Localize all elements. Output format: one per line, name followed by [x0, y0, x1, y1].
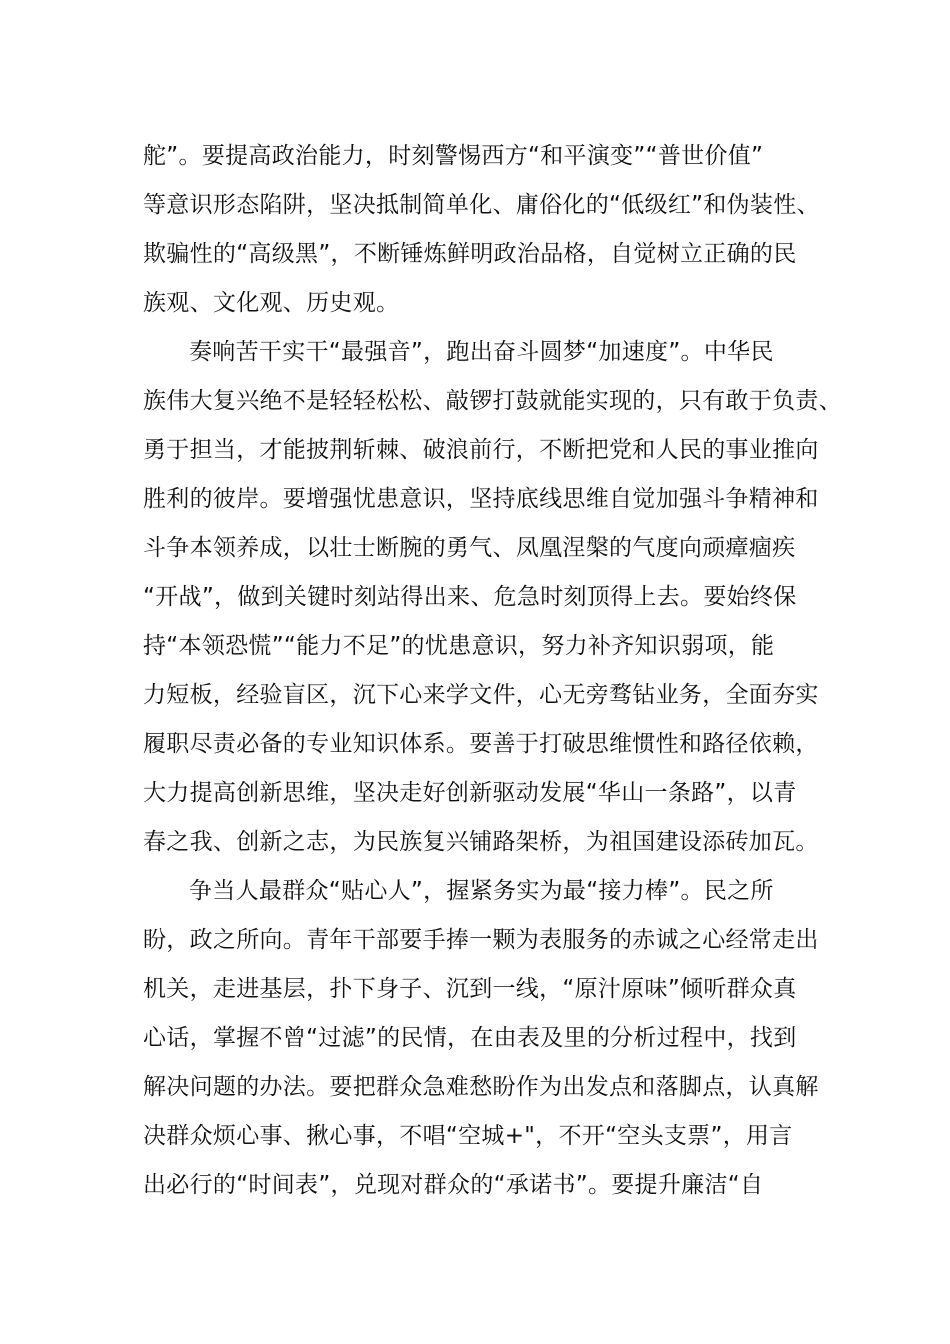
text-line: 欺骗性的“高级黑”，不断锤炼鲜明政治品格，自觉树立正确的民 — [143, 241, 797, 267]
text-line: 解决问题的办法。要把群众急难愁盼作为出发点和落脚点，认真解 — [143, 1074, 819, 1100]
text-line: 斗争本领养成，以壮士断腕的勇气、凤凰涅槃的气度向顽瘴痼疾 — [143, 535, 796, 561]
paragraph — [143, 867, 819, 1210]
text-line: 大力提高创新思维，坚决走好创新驱动发展“华山一条路”，以青 — [143, 780, 797, 806]
text-line: 舵”。要提高政治能力，时刻警惕西方“和平演变”“普世价值” — [143, 143, 764, 169]
text-line: 族观、文化观、历史观。 — [143, 290, 400, 316]
text-line: 争当人最群众“贴心人”，握紧务实为最“接力棒”。民之所 — [189, 878, 774, 904]
text-line: 力短板，经验盲区，沉下心来学文件，心无旁骛钻业务，全面夯实 — [143, 682, 819, 708]
text-line: 勇于担当，才能披荆斩棘、破浪前行，不断把党和人民的事业推向 — [143, 437, 819, 463]
text-line: 族伟大复兴绝不是轻轻松松、敲锣打鼓就能实现的，只有敢于负责、 — [143, 388, 842, 414]
body-text — [143, 132, 842, 1210]
text-line: 履职尽责必备的专业知识体系。要善于打破思维惯性和路径依赖， — [143, 731, 819, 757]
paragraph — [143, 328, 842, 867]
text-line: 胜利的彼岸。要增强忧患意识，坚持底线思维自觉加强斗争精神和 — [143, 486, 819, 512]
text-line: 出必行的“时间表”，兑现对群众的“承诺书”。要提升廉洁“自 — [143, 1172, 764, 1198]
text-line: 机关，走进基层，扑下身子、沉到一线，“原汁原味”倾听群众真 — [143, 976, 797, 1002]
text-line: 盼，政之所向。青年干部要手捧一颗为表服务的赤诚之心经常走出 — [143, 927, 819, 953]
text-line: 奏响苦干实干“最强音”，跑出奋斗圆梦“加速度”。中华民 — [189, 339, 774, 365]
paragraph — [143, 132, 820, 328]
text-line: 等意识形态陷阱，坚决抵制简单化、庸俗化的“低级红”和伪装性、 — [143, 192, 820, 218]
text-line: 春之我、创新之志，为民族复兴铺路架桥，为祖国建设添砖加瓦。 — [143, 829, 819, 855]
text-line: “开战”，做到关键时刻站得出来、危急时刻顶得上去。要始终保 — [143, 584, 797, 610]
text-line: 持“本领恐慌”“能力不足”的忧患意识，努力补齐知识弱项，能 — [143, 633, 775, 659]
text-line: 决群众烦心事、揪心事，不唱“空城+"，不开“空头支票”，用言 — [143, 1123, 793, 1149]
text-line: 心话，掌握不曾“过滤”的民情，在由表及里的分析过程中，找到 — [143, 1025, 797, 1051]
